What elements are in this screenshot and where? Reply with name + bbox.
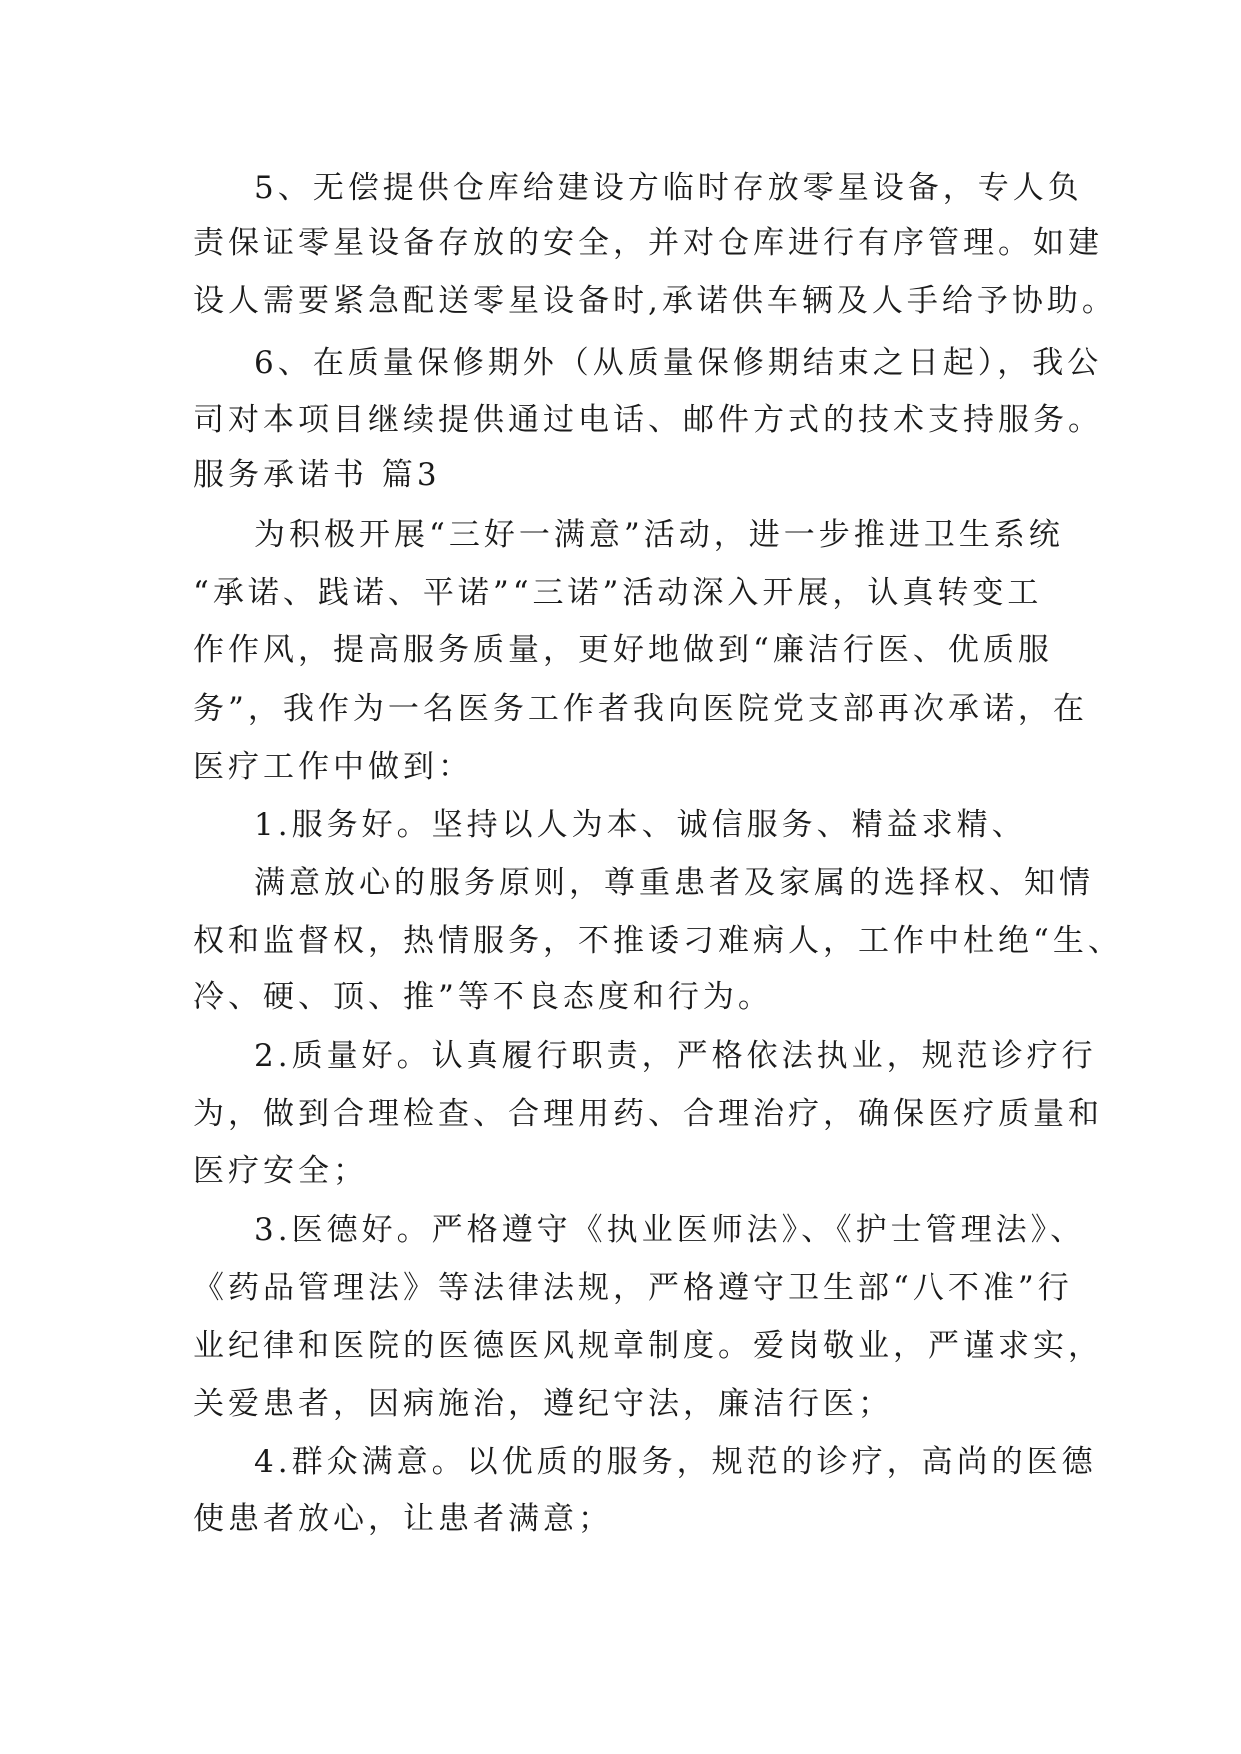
text-line: 务”，我作为一名医务工作者我向医院党支部再次承诺，在 xyxy=(193,691,1088,727)
text-line: 4.群众满意。以优质的服务，规范的诊疗，高尚的医德 xyxy=(254,1444,1097,1480)
text-line: 司对本项目继续提供通过电话、邮件方式的技术支持服务。 xyxy=(193,402,1103,438)
text-line: “承诺、践诺、平诺”“三诺”活动深入开展，认真转变工 xyxy=(193,575,1043,611)
text-line: 满意放心的服务原则，尊重患者及家属的选择权、知情 xyxy=(254,865,1094,901)
text-line: 关爱患者，因病施治，遵纪守法，廉洁行医； xyxy=(193,1386,893,1422)
text-line: 冷、硬、顶、推”等不良态度和行为。 xyxy=(193,979,773,1015)
text-line: 设人需要紧急配送零星设备时,承诺供车辆及人手给予协助。 xyxy=(193,283,1117,319)
text-line: 《药品管理法》等法律法规，严格遵守卫生部“八不准”行 xyxy=(193,1270,1073,1306)
text-line: 为，做到合理检查、合理用药、合理治疗，确保医疗质量和 xyxy=(193,1096,1103,1132)
text-line: 医疗工作中做到： xyxy=(193,749,473,785)
text-line: 责保证零星设备存放的安全，并对仓库进行有序管理。如建 xyxy=(193,225,1103,261)
text-line: 为积极开展“三好一满意”活动，进一步推进卫生系统 xyxy=(254,517,1064,553)
text-line: 2.质量好。认真履行职责，严格依法执业，规范诊疗行 xyxy=(254,1038,1097,1074)
text-line: 使患者放心，让患者满意； xyxy=(193,1501,613,1537)
text-line: 业纪律和医院的医德医风规章制度。爱岗敬业，严谨求实， xyxy=(193,1328,1103,1364)
text-line: 作作风，提高服务质量，更好地做到“廉洁行医、优质服 xyxy=(193,632,1053,668)
text-line: 3.医德好。严格遵守《执业医师法》、《护士管理法》、 xyxy=(254,1212,1086,1248)
text-line: 5、无偿提供仓库给建设方临时存放零星设备，专人负 xyxy=(254,170,1083,206)
text-line: 医疗安全； xyxy=(193,1153,368,1189)
text-line: 6、在质量保修期外（从质量保修期结束之日起），我公 xyxy=(254,345,1103,381)
section-heading: 服务承诺书 篇3 xyxy=(193,457,441,493)
text-line: 1.服务好。坚持以人为本、诚信服务、精益求精、 xyxy=(254,807,1027,843)
text-line: 权和监督权，热情服务，不推诿刁难病人，工作中杜绝“生、 xyxy=(193,923,1123,959)
